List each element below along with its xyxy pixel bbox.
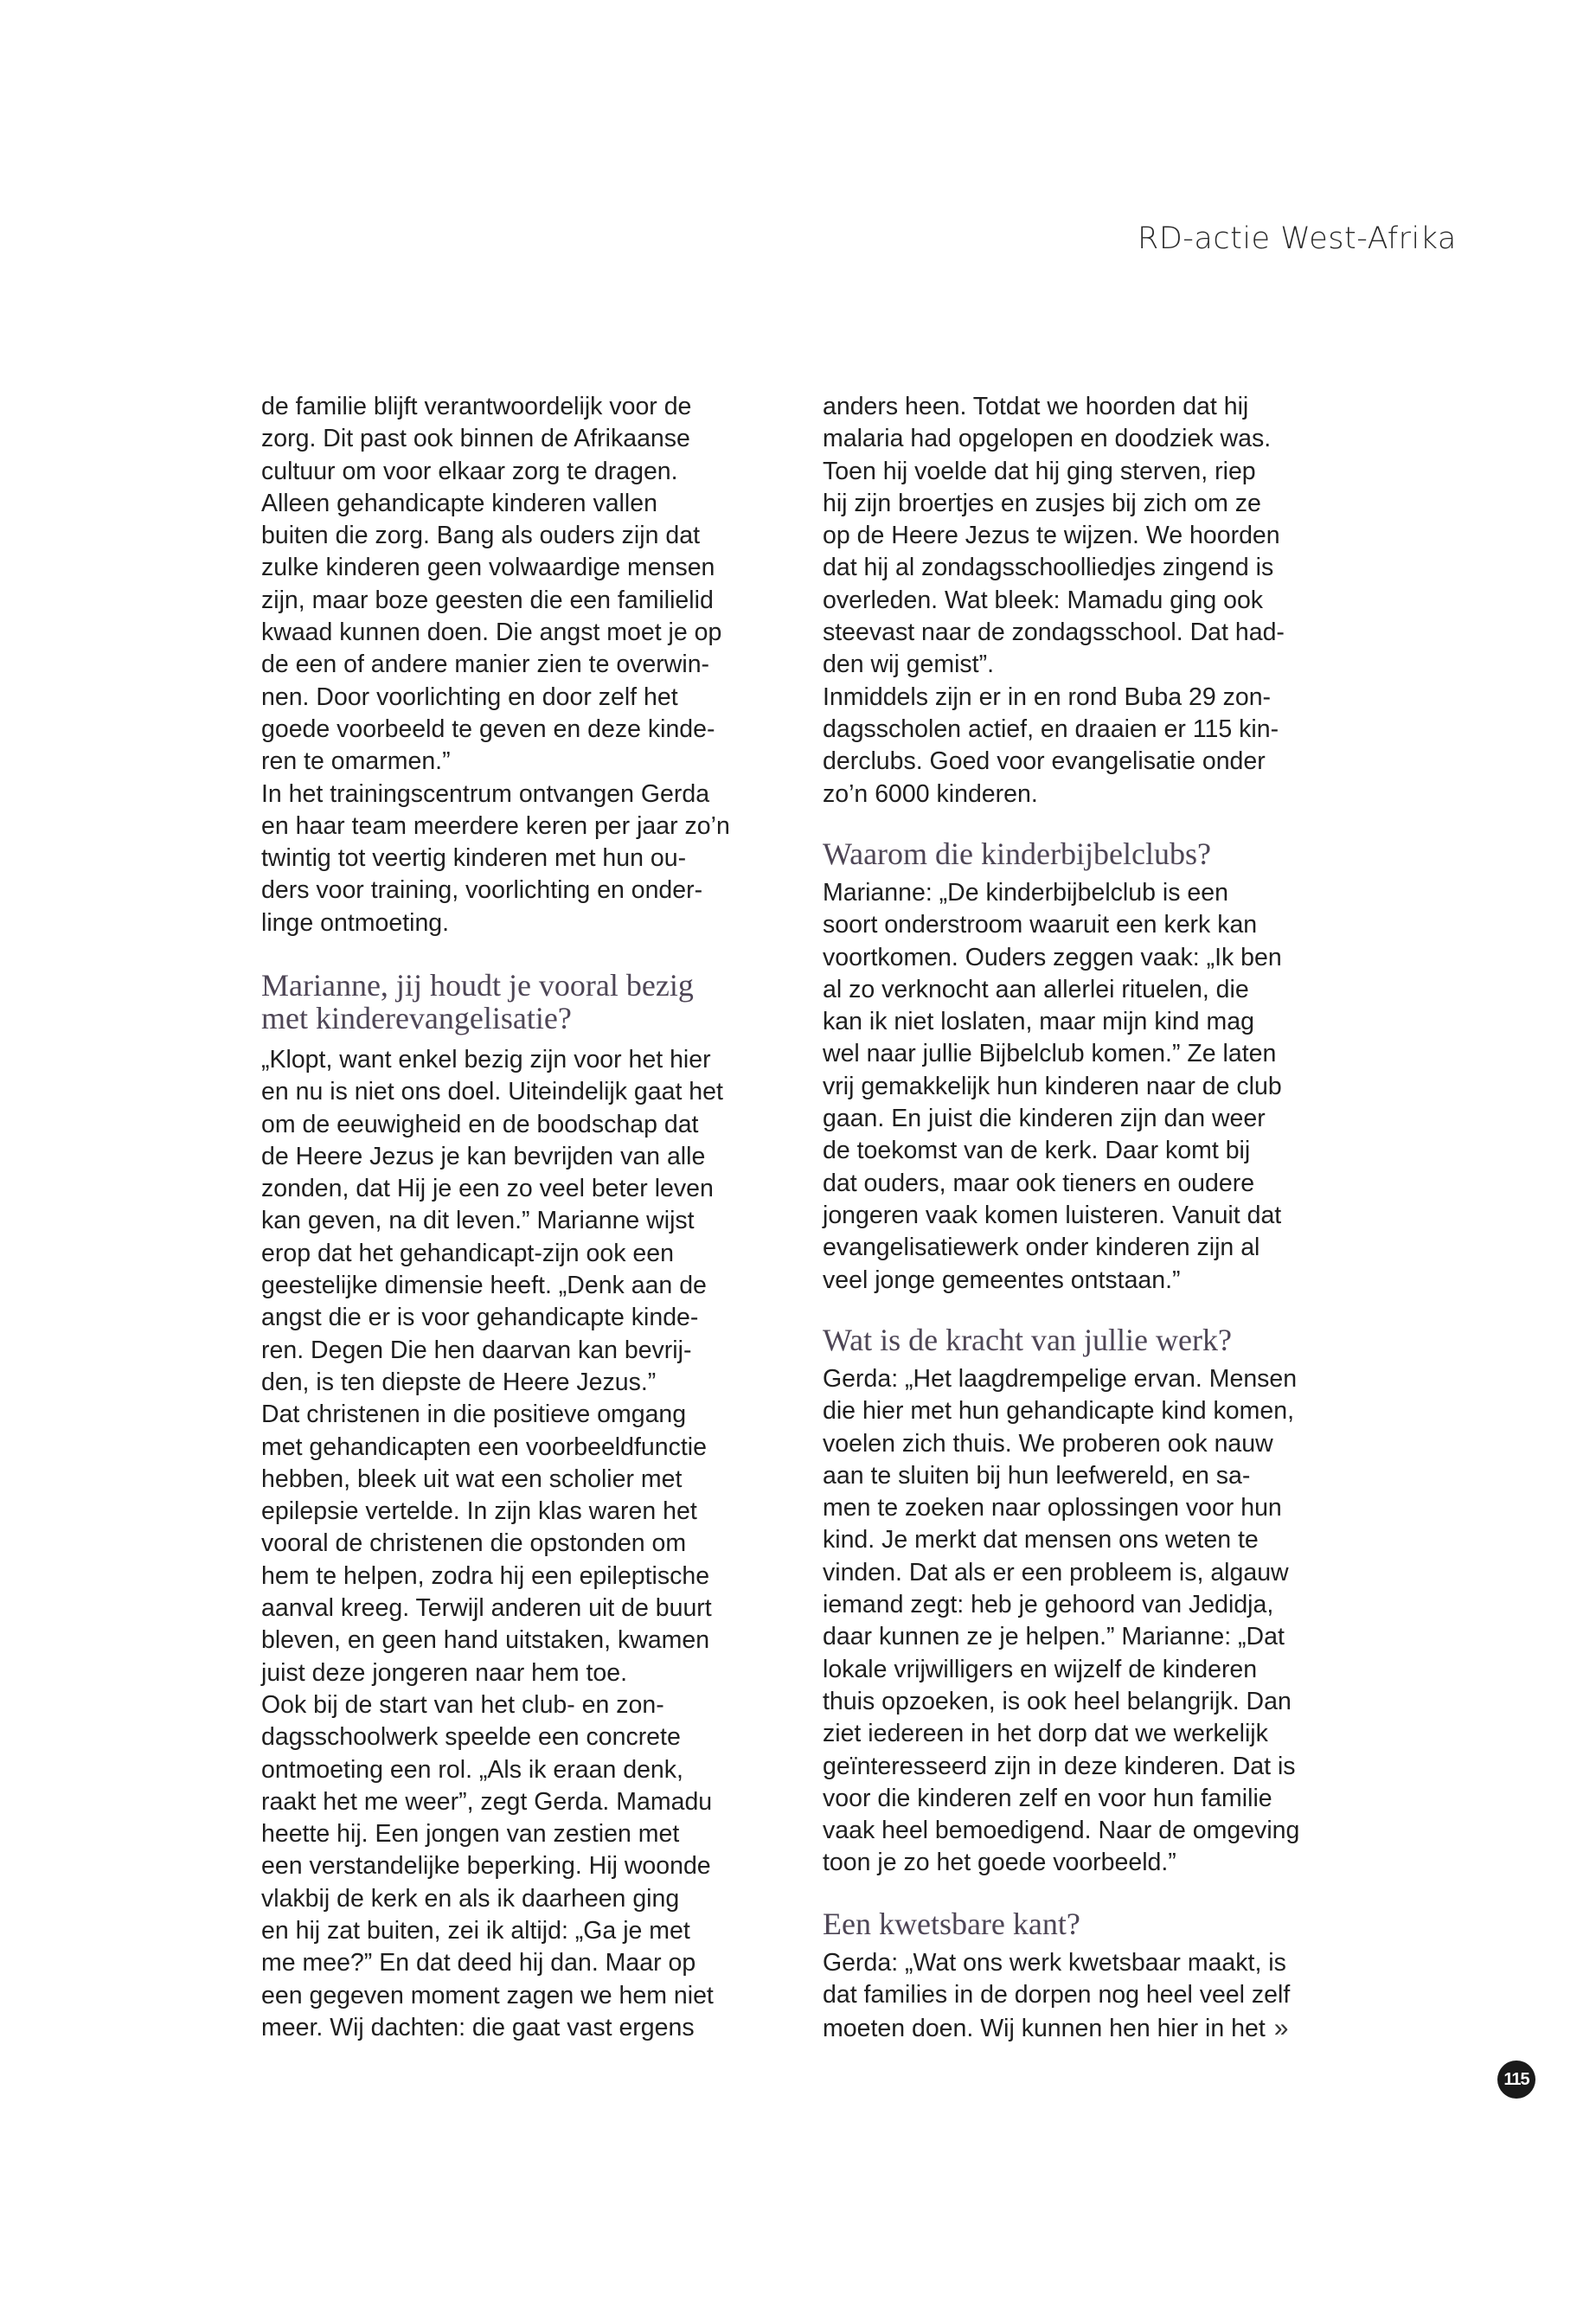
line-text: dagsscholen actief, en draaien er 115 kin-	[823, 715, 1279, 743]
line-text: malaria had opgelopen en doodziek was.	[823, 425, 1272, 453]
line-text: Marianne: „De kinderbijbelclub is een	[823, 879, 1228, 907]
text-line	[823, 1428, 1299, 1460]
text-line	[823, 649, 1285, 681]
line-text: jongeren vaak komen luisteren. Vanuit dat	[823, 1201, 1282, 1229]
text-line	[823, 1168, 1282, 1200]
text-line	[823, 423, 1285, 455]
line-text: de familie blijft verantwoordelijk voor de	[261, 393, 692, 420]
text-line	[823, 1947, 1290, 1979]
line-text: soort onderstroom waaruit een kerk kan	[823, 911, 1258, 939]
line-text: Gerda: „Het laagdrempelige ervan. Mensen	[823, 1365, 1298, 1393]
line-text: overleden. Wat bleek: Mamadu ging ook	[823, 586, 1264, 614]
line-text: Marianne, jij houdt je vooral bezig	[261, 968, 694, 1003]
text-line	[261, 1076, 723, 1108]
text-line	[261, 1915, 723, 1947]
line-text: de Heere Jezus je kan bevrijden van alle	[261, 1142, 706, 1170]
text-line	[823, 552, 1285, 584]
line-text: „Klopt, want enkel bezig zijn voor het hier	[261, 1046, 711, 1074]
text-line	[261, 456, 730, 488]
text-line	[261, 1689, 723, 1721]
line-text: kwaad kunnen doen. Die angst moet je op	[261, 619, 722, 647]
line-text: dat ouders, maar ook tieners en oudere	[823, 1169, 1255, 1197]
page-number-badge: 115	[1497, 2061, 1535, 2099]
text-line	[261, 1528, 723, 1560]
line-text: heette hij. Een jongen van zestien met	[261, 1820, 680, 1849]
line-text: hem te helpen, zodra hij een epileptische	[261, 1561, 710, 1590]
text-line	[261, 585, 730, 617]
text-line	[261, 1302, 723, 1334]
line-text: vrij gemakkelijk hun kinderen naar de club	[823, 1072, 1282, 1100]
text-line	[823, 1038, 1282, 1070]
line-text: Wat is de kracht van jullie werk?	[823, 1323, 1232, 1357]
line-text: raakt het me weer”, zegt Gerda. Mamadu	[261, 1787, 713, 1816]
text-line	[823, 1979, 1290, 2011]
right-heading-3	[823, 1324, 1232, 1356]
line-text: geïnteresseerd zijn in deze kinderen. Dat is	[823, 1752, 1296, 1780]
line-text: geestelijke dimensie heeft. „Denk aan de	[261, 1272, 707, 1300]
text-line	[261, 843, 730, 875]
text-line	[261, 1947, 723, 1979]
text-line	[823, 942, 1282, 974]
text-line	[261, 1464, 723, 1496]
text-line	[823, 1654, 1299, 1686]
line-text: die hier met hun gehandicapte kind komen,	[823, 1397, 1295, 1426]
right-heading-4	[823, 1907, 1080, 1940]
line-text: op de Heere Jezus te wijzen. We hoorden	[823, 522, 1280, 550]
line-text: lokale vrijwilligers en wijzelf de kinderen	[823, 1655, 1258, 1683]
line-text: zulke kinderen geen volwaardige mensen	[261, 554, 715, 582]
line-text: Ook bij de start van het club- en zon-	[261, 1690, 664, 1719]
line-text: dagsschoolwerk speelde een concrete	[261, 1723, 681, 1752]
line-text: nen. Door voorlichting en door zelf het	[261, 683, 678, 711]
text-line	[823, 1324, 1232, 1356]
text-line	[261, 1657, 723, 1689]
text-line	[823, 877, 1282, 909]
text-line	[261, 1335, 723, 1367]
text-line	[823, 1006, 1282, 1038]
line-text: Dat christenen in die positieve omgang	[261, 1400, 687, 1429]
text-line	[823, 1492, 1299, 1524]
text-line	[261, 2012, 723, 2044]
line-text: derclubs. Goed voor evangelisatie onder	[823, 747, 1266, 776]
text-line	[823, 746, 1285, 778]
line-text: daar kunnen ze je helpen.” Marianne: „Dat	[823, 1623, 1285, 1651]
line-text: cultuur om voor elkaar zorg te dragen.	[261, 457, 678, 485]
text-line	[261, 1786, 723, 1818]
text-line	[823, 1907, 1080, 1940]
text-line	[823, 1718, 1299, 1750]
text-line	[823, 520, 1285, 552]
line-text: voortkomen. Ouders zeggen vaak: „Ik ben	[823, 943, 1282, 971]
line-text: evangelisatiewerk onder kinderen zijn al	[823, 1234, 1260, 1262]
text-line	[261, 1238, 723, 1270]
line-text: iemand zegt: heb je gehoord van Jedidja,	[823, 1591, 1274, 1619]
line-text: kan geven, na dit leven.” Marianne wijst	[261, 1207, 695, 1235]
line-text: ontmoeting een rol. „Als ik eraan denk,	[261, 1755, 683, 1784]
text-line	[261, 811, 730, 843]
text-line	[823, 488, 1285, 520]
text-line	[823, 1071, 1282, 1103]
line-text: een gegeven moment zagen we hem niet	[261, 1981, 714, 2009]
line-text: hebben, bleek uit wat een scholier met	[261, 1465, 683, 1493]
line-text: zo’n 6000 kinderen.	[823, 779, 1038, 808]
line-text: zonden, dat Hij je een zo veel beter leven	[261, 1175, 714, 1203]
text-line	[261, 1593, 723, 1625]
text-line	[823, 1103, 1282, 1135]
text-line	[261, 1270, 723, 1302]
line-text: en hij zat buiten, zei ik altijd: „Ga je met	[261, 1917, 690, 1945]
text-line	[261, 1883, 723, 1915]
line-text: kind. Je merkt dat mensen ons weten te	[823, 1526, 1259, 1554]
line-text: dat families in de dorpen nog heel veel zelf	[823, 1981, 1291, 2009]
line-text: den wij gemist”.	[823, 651, 994, 679]
line-text: met kinderevangelisatie?	[261, 1001, 572, 1035]
right-heading-2	[823, 837, 1211, 870]
line-text: men te zoeken naar oplossingen voor hun	[823, 1494, 1282, 1522]
right-body-2	[823, 877, 1282, 1297]
line-text: angst die er is voor gehandicapte kinde-	[261, 1304, 699, 1332]
text-line	[261, 617, 730, 649]
text-line	[823, 1395, 1299, 1427]
text-line	[823, 1557, 1299, 1589]
line-text: vooral de christenen die opstonden om	[261, 1529, 687, 1558]
line-text: wel naar jullie Bijbelclub komen.” Ze laten	[823, 1040, 1277, 1068]
right-body-4	[823, 1947, 1290, 2044]
line-text: erop dat het gehandicapt-zijn ook een	[261, 1239, 674, 1267]
line-text: een verstandelijke beperking. Hij woonde	[261, 1852, 711, 1881]
text-line	[261, 1002, 694, 1035]
line-text: moeten doen. Wij kunnen hen hier in het	[823, 2014, 1266, 2042]
text-line	[823, 1589, 1299, 1621]
line-text: vinden. Dat als er een probleem is, algauw	[823, 1558, 1289, 1586]
text-line	[823, 1524, 1299, 1556]
line-text: Gerda: „Wat ons werk kwetsbaar maakt, is	[823, 1949, 1286, 1977]
text-line	[261, 1850, 723, 1882]
text-line	[823, 1815, 1299, 1847]
left-body-2	[261, 1044, 723, 2044]
double-chevron-right-icon: »	[1273, 2013, 1289, 2042]
text-line	[261, 1432, 723, 1464]
text-line	[261, 779, 730, 811]
text-line	[823, 909, 1282, 941]
line-text: Inmiddels zijn er in en rond Buba 29 zon-	[823, 683, 1272, 711]
line-text: voor die kinderen zelf en voor hun familie	[823, 1784, 1272, 1812]
text-line	[261, 649, 730, 681]
left-heading-1	[261, 969, 694, 1035]
line-text: toon je zo het goede voorbeeld.”	[823, 1849, 1176, 1877]
line-text: zorg. Dit past ook binnen de Afrikaanse	[261, 425, 690, 453]
line-text: epilepsie vertelde. In zijn klas waren het	[261, 1497, 697, 1526]
text-line	[261, 1496, 723, 1528]
line-text: bleven, en geen hand uitstaken, kwamen	[261, 1626, 710, 1655]
text-line	[823, 1232, 1282, 1264]
text-line	[823, 837, 1211, 870]
line-text: den, is ten diepste de Heere Jezus.”	[261, 1368, 657, 1396]
text-line	[823, 1621, 1299, 1653]
line-text: gaan. En juist die kinderen zijn dan weer	[823, 1105, 1266, 1133]
line-text: ren. Degen Die hen daarvan kan bevrij-	[261, 1336, 692, 1364]
text-line	[261, 1818, 723, 1850]
text-line	[261, 1367, 723, 1399]
text-line	[823, 1363, 1299, 1395]
text-line	[261, 552, 730, 584]
line-text: Toen hij voelde dat hij ging sterven, riep	[823, 457, 1256, 485]
text-line	[261, 391, 730, 423]
line-text: zijn, maar boze geesten die een familielid	[261, 586, 714, 614]
line-text: Waarom die kinderbijbelclubs?	[823, 836, 1211, 871]
text-line	[823, 2012, 1290, 2044]
line-text: ziet iedereen in het dorp dat we werkelijk	[823, 1720, 1268, 1748]
line-text: de een of andere manier zien te overwin-	[261, 651, 710, 679]
line-text: en haar team meerdere keren per jaar zo’n	[261, 811, 730, 840]
text-line	[823, 617, 1285, 649]
text-line	[261, 875, 730, 907]
text-line	[261, 746, 730, 778]
line-text: hij zijn broertjes en zusjes bij zich om ze	[823, 489, 1261, 517]
text-line	[823, 391, 1285, 423]
text-line	[261, 1625, 723, 1657]
line-text: veel jonge gemeentes ontstaan.”	[823, 1266, 1181, 1294]
text-line	[261, 714, 730, 746]
text-line	[823, 1135, 1282, 1167]
text-line	[823, 682, 1285, 714]
line-text: aan te sluiten bij hun leefwereld, en sa-	[823, 1461, 1251, 1490]
line-text: vlakbij de kerk en als ik daarheen ging	[261, 1884, 680, 1913]
line-text: In het trainingscentrum ontvangen Gerda	[261, 779, 710, 808]
line-text: goede voorbeeld te geven en deze kinde-	[261, 715, 715, 743]
line-text: meer. Wij dachten: die gaat vast ergens	[261, 2013, 695, 2041]
text-line	[823, 1751, 1299, 1783]
text-line	[261, 682, 730, 714]
section-title: RD-actie West-Afrika	[1138, 221, 1457, 256]
text-line	[261, 1561, 723, 1593]
line-text: en nu is niet ons doel. Uiteindelijk gaat het	[261, 1078, 723, 1106]
text-line	[823, 714, 1285, 746]
text-line	[823, 974, 1282, 1006]
text-line	[261, 1754, 723, 1786]
line-text: me mee?” En dat deed hij dan. Maar op	[261, 1949, 696, 1977]
text-line	[823, 1460, 1299, 1492]
text-line	[261, 1721, 723, 1753]
text-line	[261, 907, 730, 939]
line-text: vaak heel bemoedigend. Naar de omgeving	[823, 1817, 1300, 1845]
text-line	[823, 585, 1285, 617]
text-line	[261, 1109, 723, 1141]
text-line	[261, 969, 694, 1002]
line-text: aanval kreeg. Terwijl anderen uit de buurt	[261, 1594, 712, 1623]
right-body-3	[823, 1363, 1299, 1880]
line-text: anders heen. Totdat we hoorden dat hij	[823, 393, 1249, 420]
text-line	[261, 1173, 723, 1205]
line-text: voelen zich thuis. We proberen ook nauw	[823, 1429, 1273, 1458]
line-text: dat hij al zondagsschoolliedjes zingend is	[823, 554, 1274, 582]
line-text: al zo verknocht aan allerlei rituelen, die	[823, 975, 1249, 1003]
line-text: kan ik niet loslaten, maar mijn kind mag	[823, 1008, 1254, 1036]
line-text: linge ontmoeting.	[261, 908, 450, 937]
text-line	[261, 488, 730, 520]
text-line	[823, 1783, 1299, 1815]
text-line	[823, 1200, 1282, 1232]
line-text: juist deze jongeren naar hem toe.	[261, 1658, 628, 1687]
line-text: de toekomst van de kerk. Daar komt bij	[823, 1137, 1251, 1165]
text-line	[823, 1847, 1299, 1879]
line-text: Een kwetsbare kant?	[823, 1907, 1080, 1941]
text-line	[261, 1205, 723, 1237]
text-line	[261, 1044, 723, 1076]
text-line	[261, 423, 730, 455]
line-text: thuis opzoeken, is ook heel belangrijk. Dan	[823, 1687, 1292, 1715]
line-text: om de eeuwigheid en de boodschap dat	[261, 1110, 699, 1138]
line-text: steevast naar de zondagsschool. Dat had-	[823, 619, 1285, 647]
text-line	[261, 1399, 723, 1431]
text-line	[823, 1686, 1299, 1718]
text-line	[261, 1980, 723, 2012]
text-line	[261, 520, 730, 552]
text-line	[823, 456, 1285, 488]
line-text: Alleen gehandicapte kinderen vallen	[261, 489, 657, 517]
line-text: ren te omarmen.”	[261, 747, 451, 776]
line-text: buiten die zorg. Bang als ouders zijn dat	[261, 522, 700, 550]
left-body-1	[261, 391, 730, 939]
line-text: twintig tot veertig kinderen met hun ou-	[261, 844, 687, 873]
text-line	[823, 1265, 1282, 1297]
line-text: ders voor training, voorlichting en onder-	[261, 876, 703, 905]
text-line	[823, 779, 1285, 811]
text-line	[261, 1141, 723, 1173]
line-text: met gehandicapten een voorbeeldfunctie	[261, 1433, 707, 1461]
right-body-1	[823, 391, 1285, 811]
